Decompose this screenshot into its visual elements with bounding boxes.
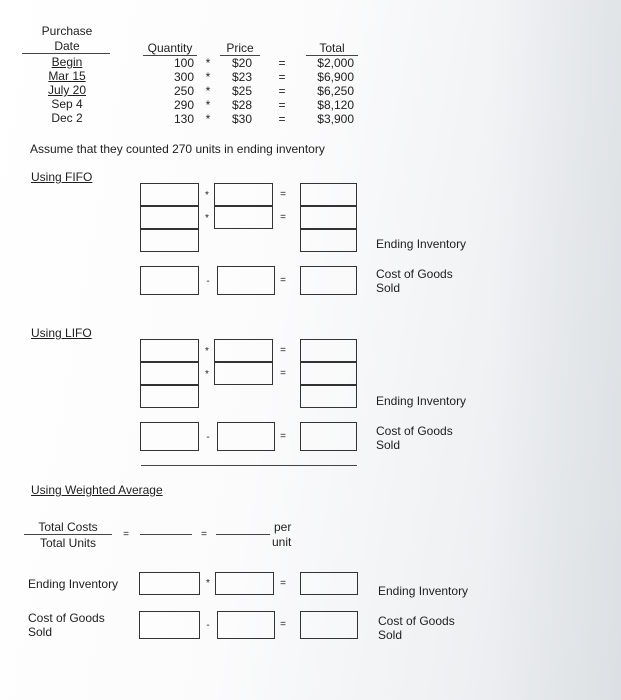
row-quantity: 130 xyxy=(173,112,194,126)
equals-sign: = xyxy=(278,70,286,84)
row-price: $20 xyxy=(231,56,252,70)
fifo-equals: = xyxy=(280,212,286,223)
weighted-cost-blank[interactable] xyxy=(140,534,192,535)
weighted-cogs-label-left-1: Cost of Goods xyxy=(28,611,105,625)
lifo-equals: = xyxy=(280,368,286,379)
fifo-mult: * xyxy=(205,213,209,224)
per-text: per xyxy=(274,520,292,534)
row-quantity: 300 xyxy=(173,70,194,84)
lifo-price-input[interactable] xyxy=(214,339,273,362)
lifo-heading: Using LIFO xyxy=(31,326,92,340)
date-rule xyxy=(22,53,110,54)
weighted-cogs-available-input[interactable] xyxy=(139,611,200,639)
lifo-minus: - xyxy=(206,432,210,443)
lifo-ending-inventory-label: Ending Inventory xyxy=(376,394,467,408)
row-date: July 20 xyxy=(47,83,87,97)
weighted-heading: Using Weighted Average xyxy=(31,483,163,497)
header-total: Total xyxy=(319,41,345,55)
row-price: $28 xyxy=(231,98,252,112)
weighted-minus: - xyxy=(206,620,210,631)
mult-sign: * xyxy=(205,70,211,84)
fifo-heading: Using FIFO xyxy=(31,170,93,184)
lifo-mult: * xyxy=(205,346,209,357)
weighted-units-input[interactable] xyxy=(139,572,200,595)
weighted-cogs-label-left-2: Sold xyxy=(28,625,53,639)
page-shadow xyxy=(491,0,621,700)
equals-sign: = xyxy=(278,56,286,70)
fifo-price-input[interactable] xyxy=(214,183,273,206)
fifo-cogs-result-input[interactable] xyxy=(300,266,357,295)
weighted-ending-input[interactable] xyxy=(300,572,358,595)
weighted-ending-label-right: Ending Inventory xyxy=(378,584,469,598)
fifo-ending-inventory-input[interactable] xyxy=(300,229,357,252)
equals-sign: = xyxy=(278,84,286,98)
row-total: $6,900 xyxy=(317,70,354,84)
fifo-total-input[interactable] xyxy=(300,206,357,229)
row-quantity: 250 xyxy=(173,84,194,98)
weighted-denominator: Total Units xyxy=(39,536,97,550)
weighted-mult: * xyxy=(206,578,210,589)
lifo-total-input[interactable] xyxy=(300,362,357,385)
weighted-equals: = xyxy=(123,529,129,540)
lifo-total-input[interactable] xyxy=(300,339,357,362)
fifo-cogs-ending-input[interactable] xyxy=(217,266,275,295)
header-price: Price xyxy=(226,41,254,55)
weighted-ending-label-left: Ending Inventory xyxy=(28,577,119,591)
weighted-cogs-label-right-2: Sold xyxy=(378,628,403,642)
equals-sign: = xyxy=(278,112,286,126)
weighted-equals: = xyxy=(280,578,286,589)
mult-sign: * xyxy=(205,84,211,98)
lifo-equals: = xyxy=(280,345,286,356)
mult-sign: * xyxy=(205,98,211,112)
lifo-cogs-label-1: Cost of Goods xyxy=(376,424,453,438)
weighted-cogs-ending-input[interactable] xyxy=(217,611,275,639)
lifo-cogs-result-input[interactable] xyxy=(300,422,357,451)
header-purchase: Purchase xyxy=(41,24,93,38)
row-date: Sep 4 xyxy=(51,97,83,111)
row-price: $25 xyxy=(231,84,252,98)
equals-sign: = xyxy=(278,98,286,112)
fifo-blank-cell[interactable] xyxy=(140,229,199,252)
lifo-blank-cell[interactable] xyxy=(140,385,199,408)
lifo-cogs-label-2: Sold xyxy=(376,438,401,452)
fifo-cogs-available-input[interactable] xyxy=(140,266,199,295)
weighted-equals: = xyxy=(280,619,286,630)
weighted-equals: = xyxy=(201,529,207,540)
fifo-price-input[interactable] xyxy=(214,206,273,229)
row-total: $8,120 xyxy=(317,98,354,112)
row-date: Begin xyxy=(51,55,83,69)
row-total: $2,000 xyxy=(317,56,354,70)
fifo-total-input[interactable] xyxy=(300,183,357,206)
weighted-per-unit-blank[interactable] xyxy=(216,534,270,535)
fifo-minus: - xyxy=(206,276,210,287)
fifo-ending-inventory-label: Ending Inventory xyxy=(376,237,467,251)
lifo-quantity-input[interactable] xyxy=(140,362,199,385)
fifo-equals: = xyxy=(280,189,286,200)
lifo-ending-inventory-input[interactable] xyxy=(300,385,357,408)
lifo-equals: = xyxy=(280,431,286,442)
fifo-equals: = xyxy=(280,275,286,286)
weighted-cost-input[interactable] xyxy=(215,572,274,595)
header-quantity: Quantity xyxy=(147,41,193,55)
section-divider xyxy=(141,465,357,466)
fifo-cogs-label-1: Cost of Goods xyxy=(376,267,453,281)
row-total: $6,250 xyxy=(317,84,354,98)
fifo-quantity-input[interactable] xyxy=(140,206,199,229)
mult-sign: * xyxy=(205,56,211,70)
row-date: Mar 15 xyxy=(48,69,86,83)
mult-sign: * xyxy=(205,112,211,126)
lifo-price-input[interactable] xyxy=(214,362,273,385)
fifo-mult: * xyxy=(205,190,209,201)
weighted-cogs-result-input[interactable] xyxy=(300,611,358,639)
row-price: $30 xyxy=(231,112,252,126)
fifo-quantity-input[interactable] xyxy=(140,183,199,206)
header-date: Date xyxy=(54,39,80,53)
fraction-bar xyxy=(24,534,112,535)
weighted-numerator: Total Costs xyxy=(38,520,98,534)
row-total: $3,900 xyxy=(317,112,354,126)
row-quantity: 290 xyxy=(173,98,194,112)
weighted-cogs-label-right-1: Cost of Goods xyxy=(378,614,455,628)
lifo-mult: * xyxy=(205,369,209,380)
lifo-cogs-ending-input[interactable] xyxy=(217,422,275,451)
lifo-cogs-available-input[interactable] xyxy=(140,422,199,451)
row-quantity: 100 xyxy=(173,56,194,70)
fifo-cogs-label-2: Sold xyxy=(376,281,401,295)
row-date: Dec 2 xyxy=(51,111,83,125)
lifo-quantity-input[interactable] xyxy=(140,339,199,362)
assumption-text: Assume that they counted 270 units in ending inventory xyxy=(30,142,325,156)
unit-text: unit xyxy=(272,535,292,549)
row-price: $23 xyxy=(231,70,252,84)
